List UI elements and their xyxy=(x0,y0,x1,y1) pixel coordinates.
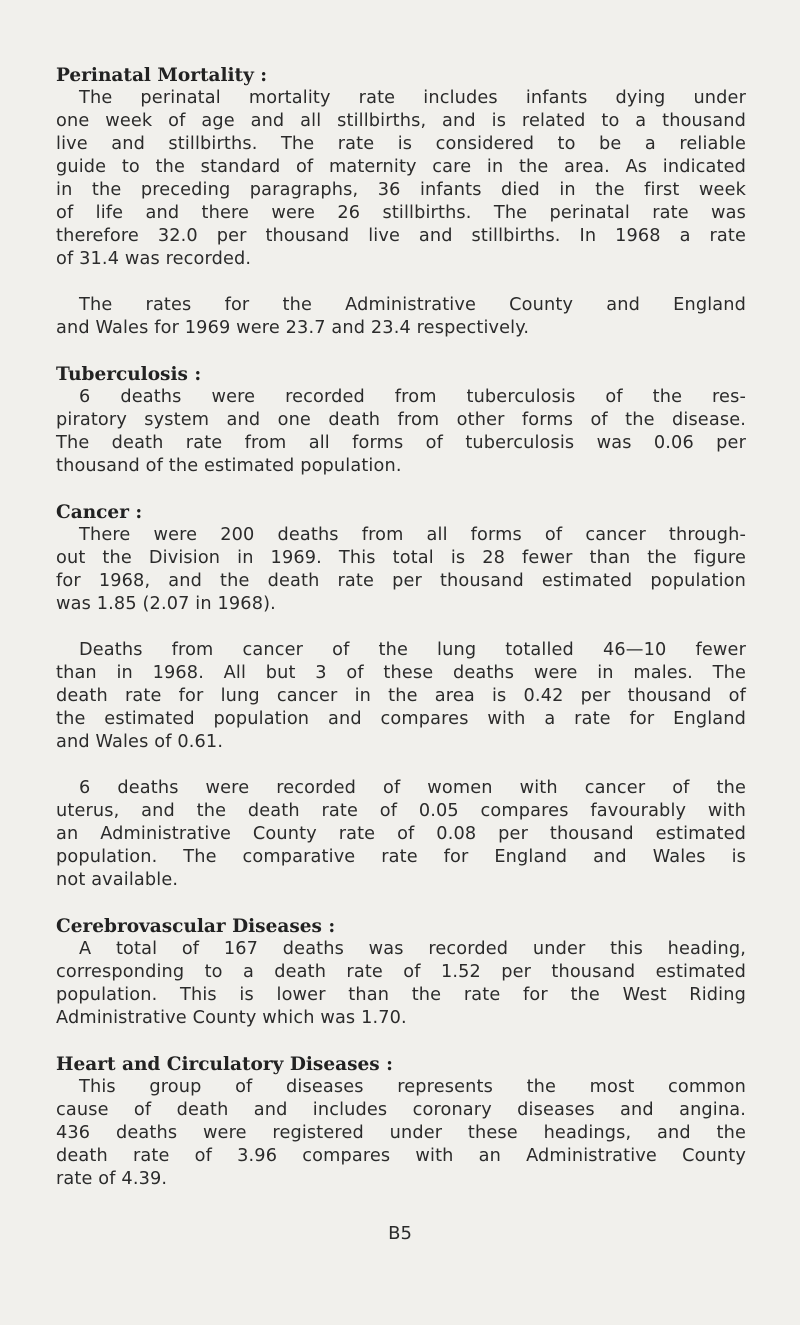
paragraph xyxy=(56,639,746,754)
text-line: The perinatal mortality rate includes infants dying under xyxy=(79,88,746,108)
text-line: Administrative County which was 1.70. xyxy=(56,1008,407,1028)
text-line: This group of diseases represents the most common xyxy=(79,1077,746,1097)
text-line: death rate for lung cancer in the area is 0.42 per thousand of xyxy=(56,686,746,706)
paragraph xyxy=(56,938,746,1030)
paragraph xyxy=(56,386,746,478)
text-line: one week of age and all stillbirths, and is related to a thousand xyxy=(56,111,746,131)
text-line: population. This is lower than the rate for the West Riding xyxy=(56,985,746,1005)
text-line: and Wales for 1969 were 23.7 and 23.4 respectively. xyxy=(56,318,530,338)
section-heading: Cancer : xyxy=(56,502,143,523)
text-line: than in 1968. All but 3 of these deaths were in males. The xyxy=(56,663,746,683)
text-line: 436 deaths were registered under these headings, and the xyxy=(56,1123,746,1143)
paragraph xyxy=(56,524,746,616)
text-line: 6 deaths were recorded from tuberculosis of the res- xyxy=(79,387,746,407)
text-line: rate of 4.39. xyxy=(56,1169,168,1189)
text-line: guide to the standard of maternity care in the area. As indicated xyxy=(56,157,746,177)
text-line: therefore 32.0 per thousand live and stillbirths. In 1968 a rate xyxy=(56,226,746,246)
text-line: piratory system and one death from other forms of the disease. xyxy=(56,410,746,430)
paragraph xyxy=(56,777,746,892)
text-line: of 31.4 was recorded. xyxy=(56,249,252,269)
section-heading: Heart and Circulatory Diseases : xyxy=(56,1054,393,1075)
paragraph xyxy=(56,87,746,271)
section-heading: Cerebrovascular Diseases : xyxy=(56,916,336,937)
text-line: Deaths from cancer of the lung totalled 46—10 fewer xyxy=(79,640,746,660)
section xyxy=(56,64,746,340)
section xyxy=(56,1030,746,1191)
text-line: thousand of the estimated population. xyxy=(56,456,402,476)
text-line: was 1.85 (2.07 in 1968). xyxy=(56,594,276,614)
text-line: for 1968, and the death rate per thousand estimated population xyxy=(56,571,746,591)
section xyxy=(56,340,746,478)
text-line: in the preceding paragraphs, 36 infants died in the first week xyxy=(56,180,746,200)
text-line: The death rate from all forms of tuberculosis was 0.06 per xyxy=(56,433,746,453)
paragraph xyxy=(56,1076,746,1191)
text-line: death rate of 3.96 compares with an Administrative County xyxy=(56,1146,746,1166)
section-heading: Perinatal Mortality : xyxy=(56,65,268,86)
text-line: cause of death and includes coronary diseases and angina. xyxy=(56,1100,746,1120)
page-number: B5 xyxy=(388,1223,412,1244)
text-line: The rates for the Administrative County and England xyxy=(79,295,746,315)
text-line: uterus, and the death rate of 0.05 compares favourably with xyxy=(56,801,746,821)
section xyxy=(56,478,746,892)
text-line: corresponding to a death rate of 1.52 per thousand estimated xyxy=(56,962,746,982)
text-line: population. The comparative rate for England and Wales is xyxy=(56,847,746,867)
text-line: A total of 167 deaths was recorded under this heading, xyxy=(79,939,746,959)
text-line: 6 deaths were recorded of women with cancer of the xyxy=(79,778,746,798)
paragraph xyxy=(56,294,746,340)
text-line: live and stillbirths. The rate is considered to be a reliable xyxy=(56,134,746,154)
text-line: the estimated population and compares with a rate for England xyxy=(56,709,746,729)
text-line: out the Division in 1969. This total is 28 fewer than the figure xyxy=(56,548,746,568)
page-body xyxy=(56,64,746,1191)
section-heading: Tuberculosis : xyxy=(56,364,202,385)
text-line: and Wales of 0.61. xyxy=(56,732,224,752)
text-line: not available. xyxy=(56,870,179,890)
text-line: There were 200 deaths from all forms of cancer through- xyxy=(79,525,746,545)
section xyxy=(56,892,746,1030)
text-line: an Administrative County rate of 0.08 per thousand estimated xyxy=(56,824,746,844)
text-line: of life and there were 26 stillbirths. The perinatal rate was xyxy=(56,203,746,223)
